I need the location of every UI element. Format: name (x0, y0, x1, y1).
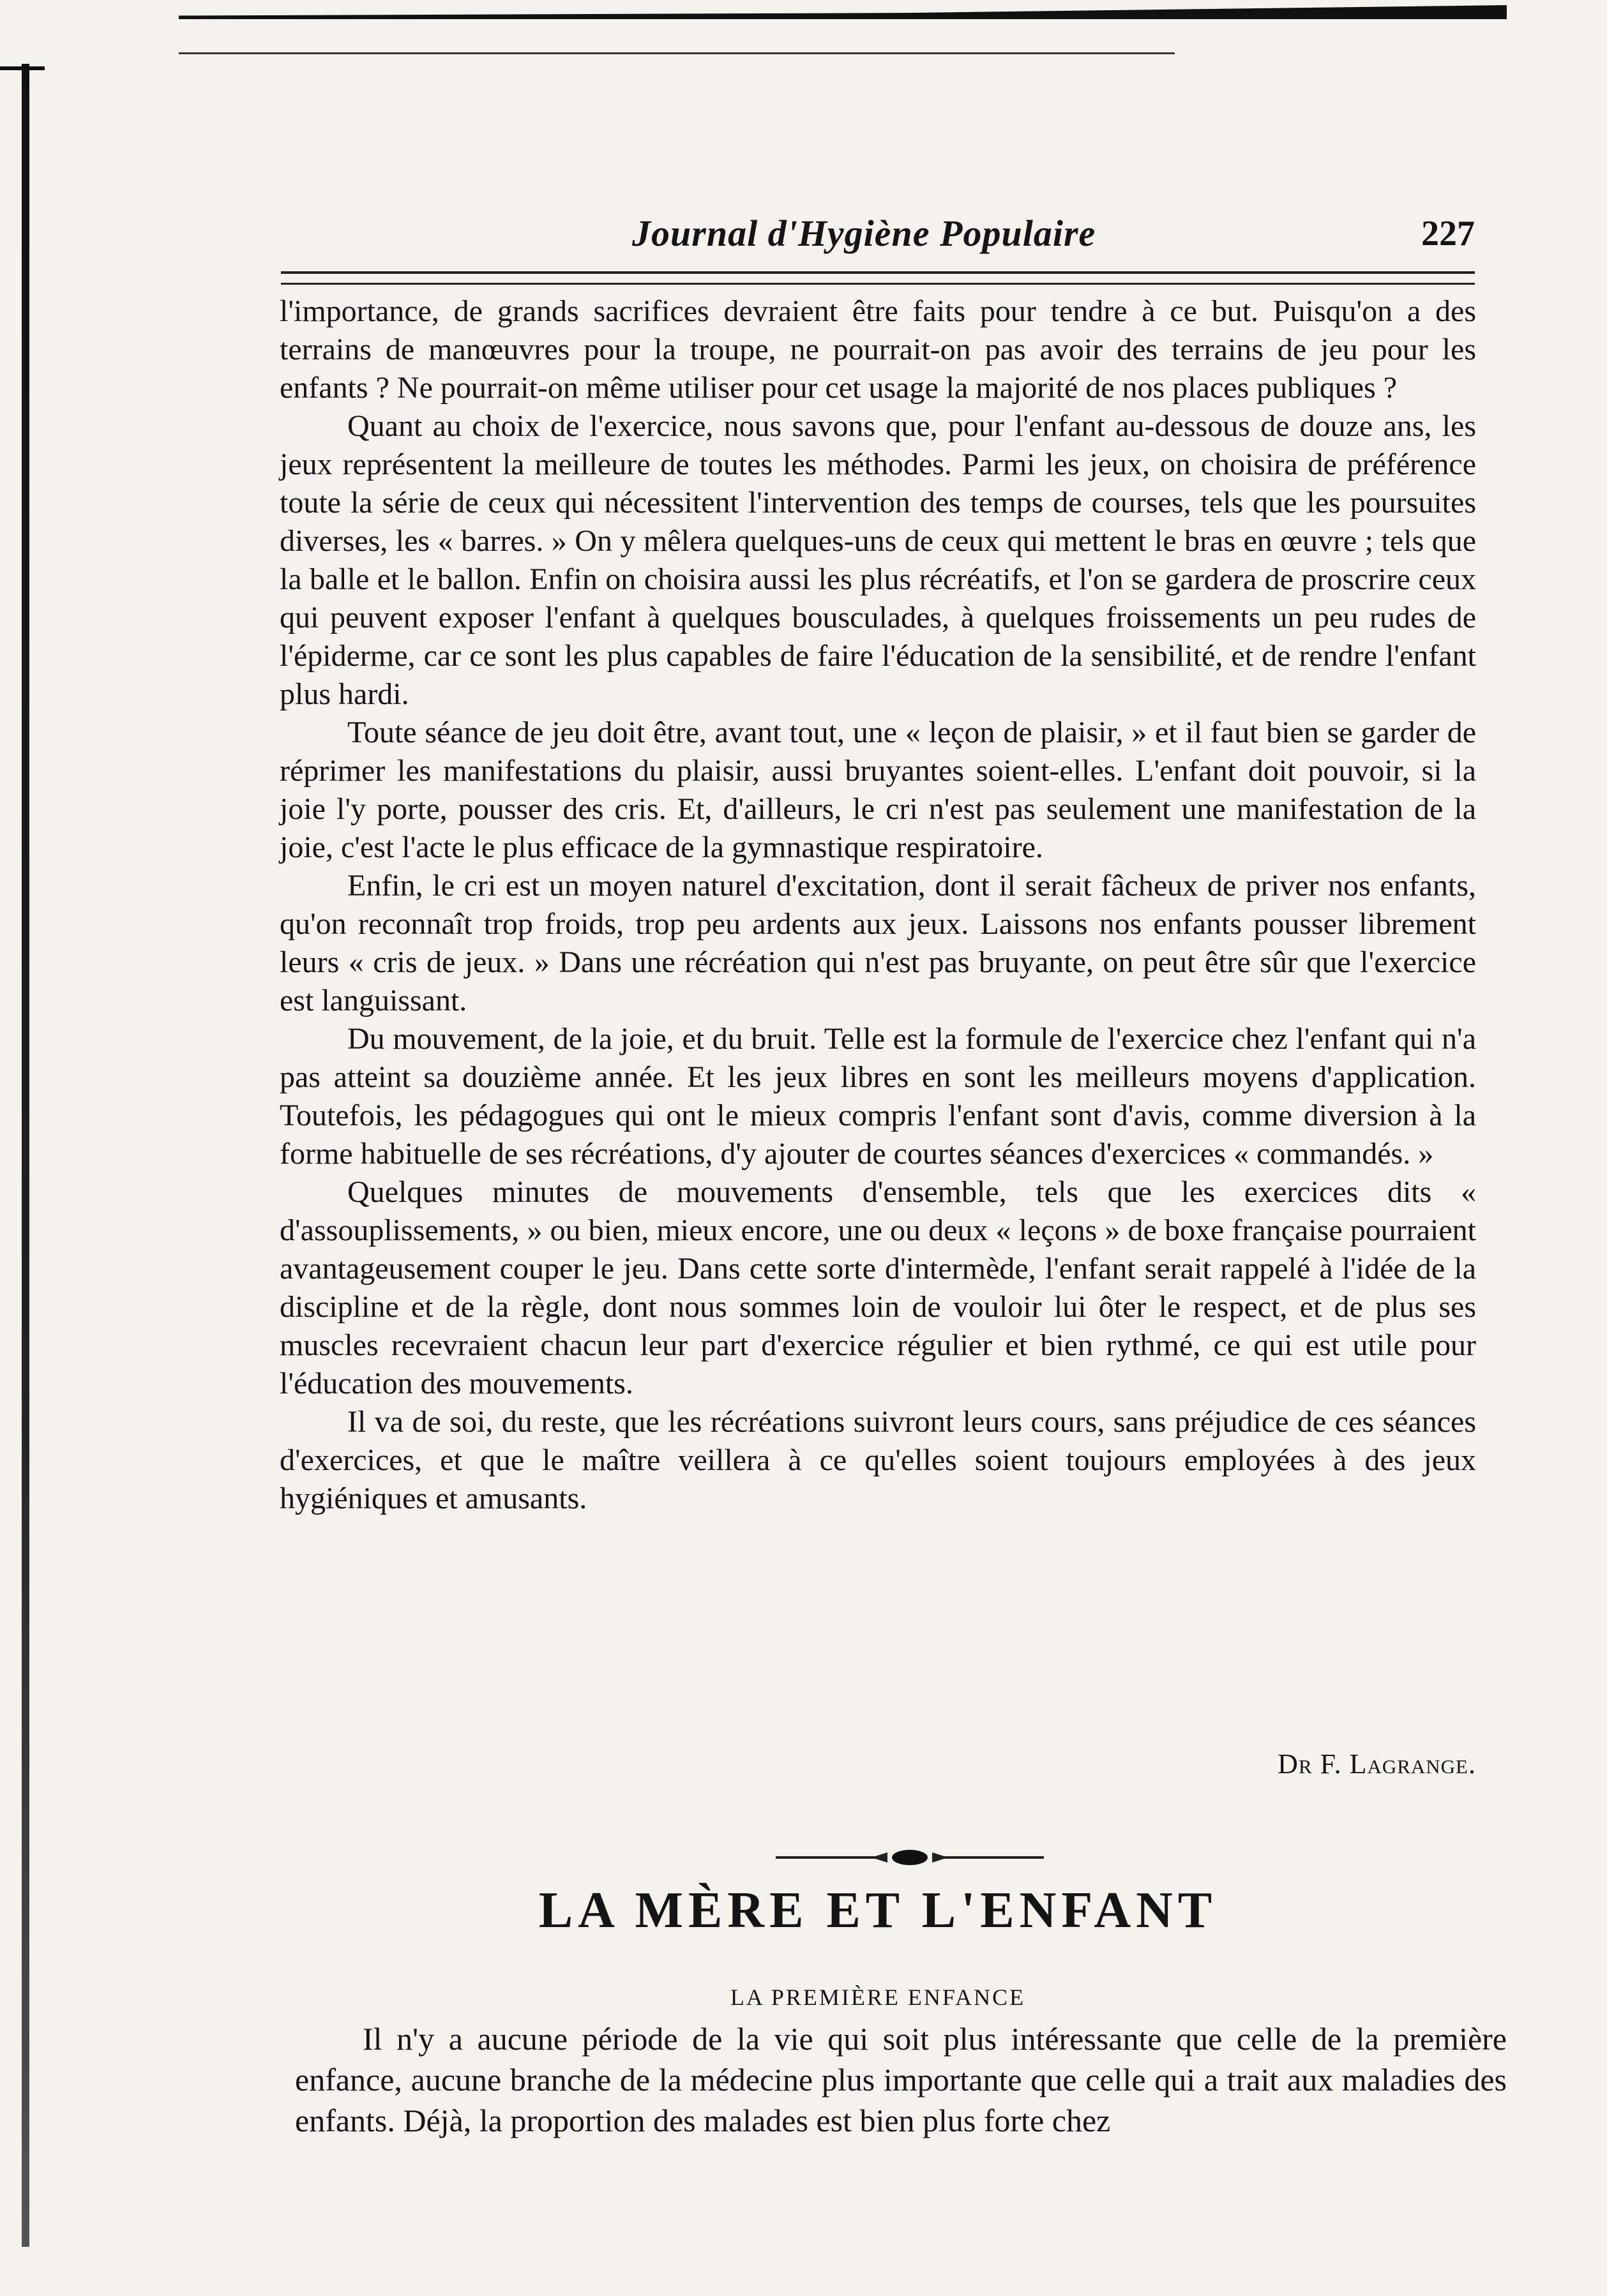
section-body (295, 2018, 1507, 2141)
article-paragraph: Enfin, le cri est un moyen naturel d'excitation, dont il serait fâcheux de priver nos enfants, qu'on reconnaît trop froids, trop peu ardents aux jeux. Laissons nos enfants pousser librement leurs « cris de jeux. » Dans une récréation qui n'est pas bruyante, on peut être sûr que l'exercice est languissant. (280, 869, 1476, 1017)
section-title: LA MÈRE ET L'ENFANT (538, 1882, 1218, 1939)
top-edge-bar (179, 5, 1507, 19)
section-paragraph: Il n'y a aucune période de la vie qui soit plus intéressante que celle de la première enfance, aucune branche de la médecine plus importante que celle qui a trait aux maladies des enfants. Déjà, la proportion des malades est bien plus forte chez (295, 2021, 1507, 2138)
section-subtitle: LA PREMIÈRE ENFANCE (730, 1985, 1026, 2010)
binding-edge-rule (22, 64, 29, 2247)
article-paragraph: Quelques minutes de mouvements d'ensemble, tels que les exercices dits « d'assouplissements, » ou bien, mieux encore, une ou deux « leçons » de boxe française pourraient avantageusement couper le jeu. Dans cette sorte d'intermède, l'enfant serait rappelé à l'idée de la discipline et de la règle, dont nous sommes loin de vouloir lui ôter le respect, et de plus ses muscles recevraient chacun leur part d'exercice régulier et bien rythmé, ce qui est utile pour l'éducation des mouvements. (280, 1175, 1476, 1400)
article-paragraph: Du mouvement, de la joie, et du bruit. Telle est la formule de l'exercice chez l'enfant qui n'a pas atteint sa douzième année. Et les jeux libres en sont les meilleurs moyens d'application. Toutefois, les pédagogues qui ont le mieux compris l'enfant sont d'avis, comme diversion à la forme habituelle de ses récréations, d'y ajouter de courtes séances d'exercices « commandés. » (280, 1022, 1476, 1171)
article-paragraph: l'importance, de grands sacrifices devraient être faits pour tendre à ce but. Puisqu'on a des terrains de manœuvres pour la troupe, ne pourrait-on pas avoir des terrains de jeu pour les enfants ? Ne pourrait-on même utiliser pour cet usage la majorité de nos places publiques ? (280, 294, 1476, 405)
binding-edge-tick (0, 66, 45, 70)
author-signature: Dr F. Lagrange. (1278, 1748, 1476, 1780)
top-edge-rule (179, 52, 1175, 54)
page-header (281, 206, 1475, 263)
article-paragraph: Il va de soi, du reste, que les récréations suivront leurs cours, sans préjudice de ces séances d'exercices, et que le maître veillera à ce qu'elles soient toujours employées à des jeux hygiéniques et amusants. (280, 1405, 1476, 1515)
header-double-rule (281, 271, 1475, 285)
article-paragraph: Toute séance de jeu doit être, avant tout, une « leçon de plaisir, » et il faut bien se garder de réprimer les manifestations du plaisir, aussi bruyantes soient-elles. L'enfant doit pouvoir, si la joie l'y porte, pousser des cris. Et, d'ailleurs, le cri n'est pas seulement une manifestation de la joie, c'est l'acte le plus efficace de la gymnastique respiratoire. (280, 716, 1476, 864)
section-ornament (776, 1848, 1044, 1867)
page-number: 227 (1421, 214, 1475, 253)
article-paragraph: Quant au choix de l'exercice, nous savons que, pour l'enfant au-dessous de douze ans, les jeux représentent la meilleure de toutes les méthodes. Parmi les jeux, on choisira de préférence toute la série de ceux qui nécessitent l'intervention des temps de courses, tels que les poursuites diverses, les « barres. » On y mêlera quelques-uns de ceux qui mettent le bras en œuvre ; tels que la balle et le ballon. Enfin on choisira aussi les plus récréatifs, et l'on se gardera de proscrire ceux qui peuvent exposer l'enfant à quelques bousculades, à quelques froissements un peu rudes de l'épiderme, car ce sont les plus capables de faire l'éducation de la sensibilité, et de rendre l'enfant plus hardi. (280, 409, 1476, 711)
article-body (280, 292, 1476, 1518)
running-title: Journal d'Hygiène Populaire (632, 213, 1096, 254)
